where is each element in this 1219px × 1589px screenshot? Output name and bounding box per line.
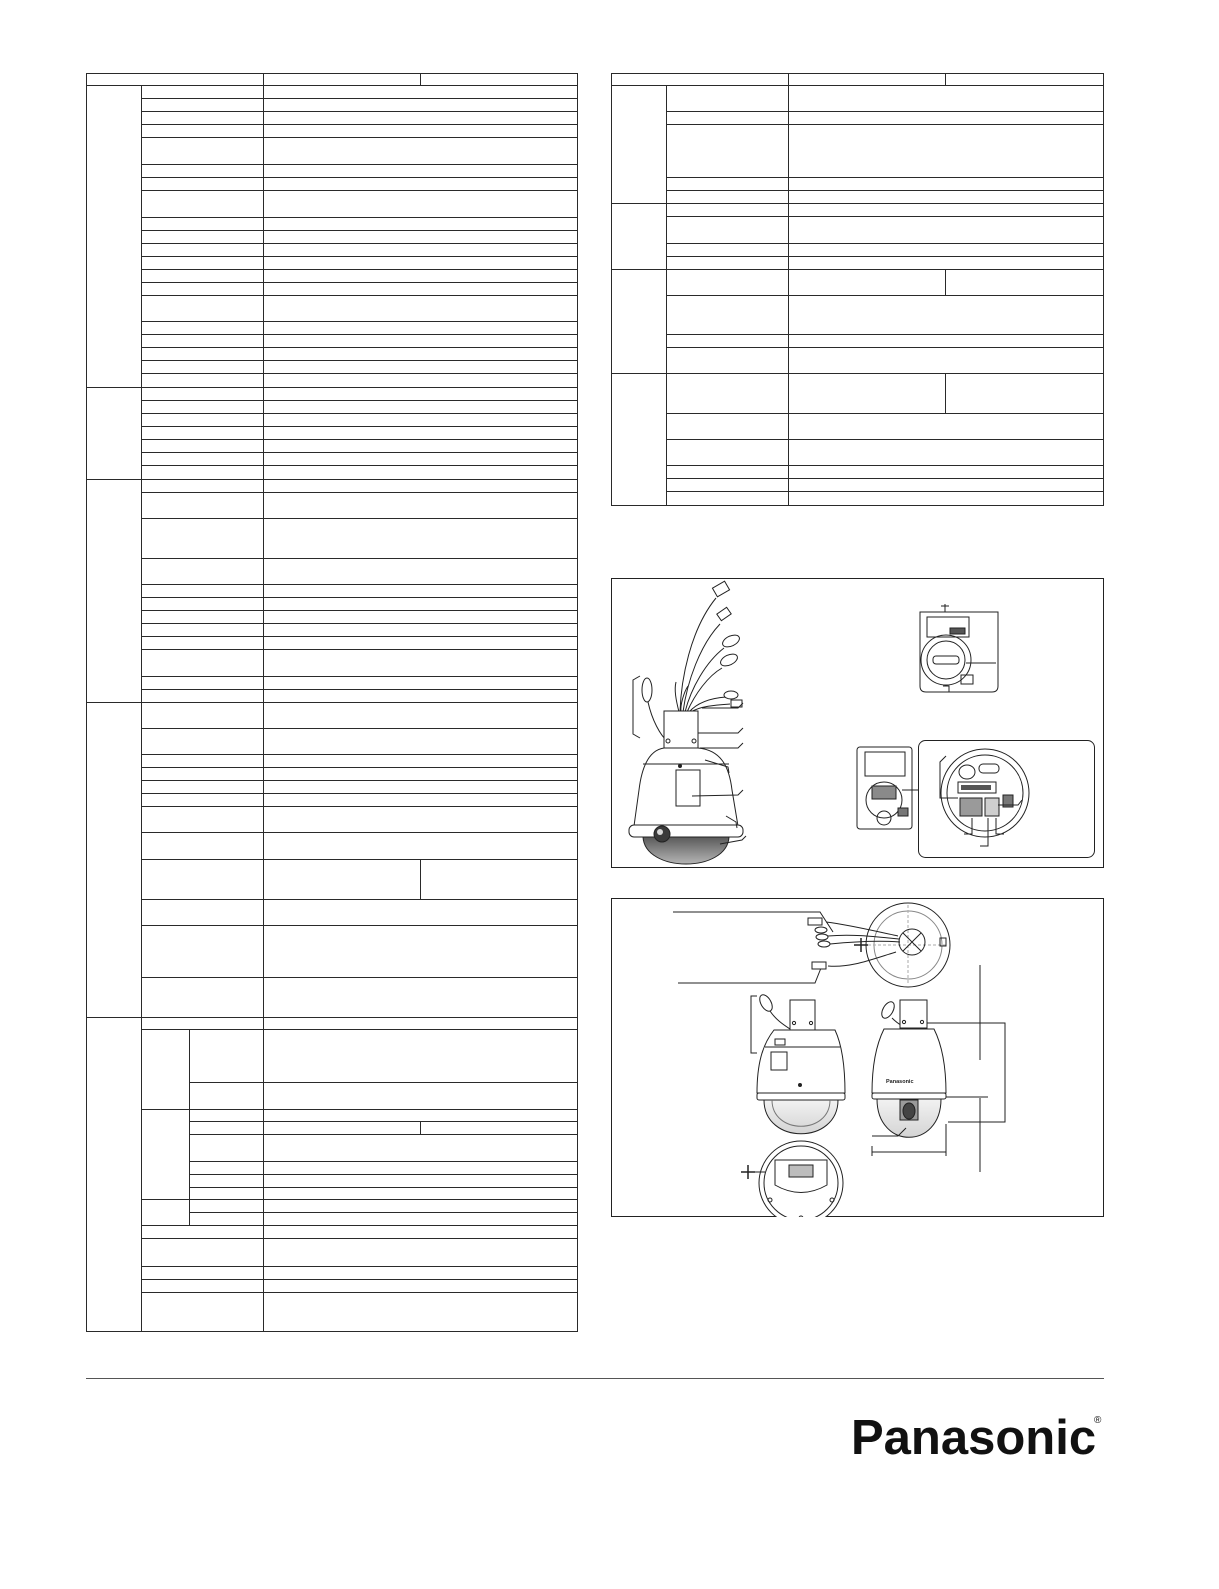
table-group-cell <box>86 703 142 1018</box>
table-header-cell <box>789 73 946 86</box>
table-value-cell <box>264 1030 578 1083</box>
serial-label-marking <box>961 785 991 790</box>
table-value-cell <box>264 1083 578 1110</box>
table-value-cell <box>789 335 1104 348</box>
table-value-cell <box>789 270 946 296</box>
table-value-cell <box>789 191 1104 204</box>
table-value-cell <box>264 1267 578 1280</box>
table-value-cell <box>789 217 1104 244</box>
connector <box>818 941 830 947</box>
label-panel <box>676 770 700 806</box>
table-label-cell <box>142 729 264 755</box>
table-label-cell <box>142 624 264 637</box>
table-value-cell <box>264 257 578 270</box>
table-label-cell <box>142 257 264 270</box>
connector <box>812 962 826 969</box>
table-value-cell <box>264 374 578 388</box>
table-label-cell <box>142 86 264 99</box>
table-label-cell <box>190 1175 264 1188</box>
table-value-cell <box>264 1018 578 1030</box>
table-value-cell <box>264 650 578 677</box>
table-value-cell <box>264 1239 578 1267</box>
table-label-cell <box>142 125 264 138</box>
figure-dimensions <box>611 898 1104 1217</box>
table-value-cell <box>264 585 578 598</box>
table-label-cell <box>142 401 264 414</box>
dip-switch <box>985 798 999 816</box>
dome-ring <box>629 825 743 837</box>
table-label-cell <box>142 637 264 650</box>
table-label-cell <box>142 598 264 611</box>
table-label-cell <box>142 99 264 112</box>
table-label-cell <box>142 755 264 768</box>
table-group-cell <box>86 1018 142 1332</box>
table-value-cell <box>264 559 578 585</box>
dome-ring <box>757 1093 845 1100</box>
marking <box>898 808 908 816</box>
table-value-cell <box>789 204 1104 217</box>
table-value-cell <box>264 1200 578 1213</box>
table-label-cell <box>142 493 264 519</box>
table-value-cell <box>264 794 578 807</box>
screw <box>679 765 682 768</box>
table-value-cell <box>264 335 578 348</box>
table-label-cell <box>142 978 264 1018</box>
table-header-cell <box>264 73 421 86</box>
table-label-cell <box>142 1226 264 1239</box>
table-value-cell <box>264 480 578 493</box>
table-label-cell <box>190 1162 264 1175</box>
table-header-cell <box>86 73 264 86</box>
table-value-cell <box>264 138 578 165</box>
table-label-cell <box>142 559 264 585</box>
table-value-cell <box>789 348 1104 374</box>
slot <box>950 628 965 634</box>
table-label-cell <box>667 479 789 492</box>
table-group-cell <box>611 204 667 270</box>
table-label-cell <box>667 244 789 257</box>
table-label-cell <box>190 1200 264 1213</box>
table-value-cell <box>264 361 578 374</box>
bottom-view-illustration <box>857 747 918 829</box>
table-label-cell <box>142 703 264 729</box>
figure-frame <box>612 899 1104 1217</box>
table-label-cell <box>190 1213 264 1226</box>
table-value-cell <box>264 231 578 244</box>
table-value-cell <box>264 1110 578 1122</box>
table-label-cell <box>667 257 789 270</box>
table-label-cell <box>190 1122 264 1135</box>
spec-table-right <box>611 73 1104 506</box>
table-label-cell <box>667 217 789 244</box>
table-value-cell <box>264 125 578 138</box>
inset-detail <box>919 741 1095 858</box>
table-value-cell <box>264 244 578 257</box>
table-label-cell <box>142 283 264 296</box>
table-label-cell <box>142 244 264 257</box>
table-label-cell <box>142 231 264 244</box>
connector <box>808 918 822 925</box>
table-value-cell <box>264 1122 421 1135</box>
table-label-cell <box>142 218 264 231</box>
table-label-cell <box>142 519 264 559</box>
table-label-cell <box>142 322 264 335</box>
table-value-cell <box>264 807 578 833</box>
table-label-cell <box>667 86 789 112</box>
table-value-cell <box>264 270 578 283</box>
table-value-cell <box>946 374 1104 414</box>
table-label-cell <box>142 361 264 374</box>
table-label-cell <box>142 1018 264 1030</box>
table-value-cell <box>264 296 578 322</box>
table-value-cell <box>264 1162 578 1175</box>
table-value-cell <box>264 637 578 650</box>
table-label-cell <box>667 125 789 178</box>
terminal <box>789 1165 813 1177</box>
table-value-cell <box>264 191 578 218</box>
table-label-cell <box>142 374 264 388</box>
table-label-cell <box>142 1267 264 1280</box>
table-value-cell <box>789 112 1104 125</box>
table-label-cell <box>142 926 264 978</box>
table-value-cell <box>264 348 578 361</box>
table-value-cell <box>789 466 1104 479</box>
table-value-cell <box>264 729 578 755</box>
table-value-cell <box>421 1122 578 1135</box>
table-label-cell <box>667 191 789 204</box>
table-value-cell <box>264 1188 578 1200</box>
table-value-cell <box>264 165 578 178</box>
table-label-cell <box>190 1135 264 1162</box>
table-value-cell <box>264 1280 578 1293</box>
terminal-block <box>960 798 982 816</box>
rear-view-illustration <box>920 604 998 692</box>
table-label-cell <box>667 374 789 414</box>
table-value-cell <box>264 440 578 453</box>
table-label-cell <box>667 112 789 125</box>
table-label-cell <box>190 1083 264 1110</box>
table-label-cell <box>142 348 264 361</box>
table-value-cell <box>264 1175 578 1188</box>
table-label-cell <box>142 414 264 427</box>
table-label-cell <box>667 414 789 440</box>
connector <box>816 934 828 940</box>
connector <box>815 927 827 933</box>
table-label-cell <box>142 650 264 677</box>
table-value-cell <box>264 978 578 1018</box>
table-value-cell <box>789 492 1104 506</box>
table-label-cell <box>667 178 789 191</box>
table-label-cell <box>142 270 264 283</box>
table-value-cell <box>789 125 1104 178</box>
table-label-cell <box>142 138 264 165</box>
footer-divider <box>86 1378 1104 1379</box>
dial-handle <box>933 656 959 664</box>
table-label-cell <box>667 466 789 479</box>
figure-camera-parts <box>611 578 1104 868</box>
table-label-cell <box>667 204 789 217</box>
table-value-cell <box>264 926 578 978</box>
table-value-cell <box>264 322 578 335</box>
table-value-cell <box>264 1293 578 1332</box>
table-group-cell <box>86 388 142 480</box>
table-value-cell <box>264 112 578 125</box>
table-label-cell <box>142 900 264 926</box>
table-label-cell <box>667 492 789 506</box>
table-value-cell <box>264 624 578 637</box>
table-value-cell <box>789 178 1104 191</box>
table-label-cell <box>142 480 264 493</box>
table-label-cell <box>142 440 264 453</box>
table-value-cell <box>789 296 1104 335</box>
table-value-cell <box>264 833 578 860</box>
table-value-cell <box>264 86 578 99</box>
table-label-cell <box>142 112 264 125</box>
table-value-cell <box>264 283 578 296</box>
table-label-cell <box>142 1293 264 1332</box>
table-value-cell <box>264 388 578 401</box>
table-label-cell <box>142 388 264 401</box>
table-value-cell <box>264 703 578 729</box>
table-value-cell <box>789 86 1104 112</box>
table-label-cell <box>142 860 264 900</box>
table-value-cell <box>264 860 421 900</box>
table-label-cell <box>142 585 264 598</box>
table-group-cell <box>86 480 142 703</box>
table-value-cell <box>264 768 578 781</box>
table-value-cell <box>264 900 578 926</box>
table-label-cell <box>142 165 264 178</box>
table-value-cell <box>264 453 578 466</box>
table-value-cell <box>264 755 578 768</box>
table-label-cell <box>667 440 789 466</box>
table-value-cell <box>421 860 578 900</box>
table-label-cell <box>142 611 264 624</box>
table-value-cell <box>264 414 578 427</box>
table-value-cell <box>789 414 1104 440</box>
table-label-cell <box>190 1110 264 1122</box>
table-label-cell <box>142 466 264 480</box>
lens <box>903 1103 915 1119</box>
table-label-cell <box>142 296 264 322</box>
table-header-cell <box>421 73 578 86</box>
table-label-cell <box>142 690 264 703</box>
table-value-cell <box>789 440 1104 466</box>
lens-highlight <box>657 829 663 835</box>
table-value-cell <box>946 270 1104 296</box>
table-value-cell <box>264 1226 578 1239</box>
table-label-cell <box>142 427 264 440</box>
dome-ring <box>872 1093 946 1099</box>
table-value-cell <box>789 257 1104 270</box>
table-value-cell <box>789 374 946 414</box>
table-label-cell <box>142 1239 264 1267</box>
table-label-cell <box>142 335 264 348</box>
table-group-cell <box>86 86 142 388</box>
spec-table-left <box>86 73 578 1332</box>
mount-adapter <box>790 1000 815 1030</box>
table-group-cell <box>611 270 667 374</box>
table-value-cell <box>264 493 578 519</box>
table-value-cell <box>789 479 1104 492</box>
table-value-cell <box>264 178 578 191</box>
table-subgroup-cell <box>142 1110 190 1200</box>
screw <box>799 1084 802 1087</box>
table-label-cell <box>142 677 264 690</box>
table-label-cell <box>142 178 264 191</box>
brand-logo: Panasonic <box>851 1411 1097 1465</box>
table-value-cell <box>264 1213 578 1226</box>
table-subgroup-cell <box>142 1200 190 1226</box>
table-value-cell <box>264 519 578 559</box>
table-label-cell <box>667 335 789 348</box>
table-value-cell <box>264 466 578 480</box>
table-value-cell <box>264 611 578 624</box>
table-label-cell <box>667 296 789 335</box>
table-label-cell <box>142 191 264 218</box>
table-label-cell <box>667 270 789 296</box>
table-group-cell <box>611 374 667 506</box>
table-value-cell <box>264 781 578 794</box>
table-value-cell <box>264 401 578 414</box>
table-label-cell <box>142 781 264 794</box>
table-label-cell <box>190 1188 264 1200</box>
table-value-cell <box>264 218 578 231</box>
table-label-cell <box>142 807 264 833</box>
table-header-cell <box>946 73 1104 86</box>
table-label-cell <box>667 348 789 374</box>
table-value-cell <box>264 598 578 611</box>
table-header-cell <box>611 73 789 86</box>
table-label-cell <box>142 794 264 807</box>
table-label-cell <box>190 1030 264 1083</box>
table-label-cell <box>142 768 264 781</box>
power-plug <box>724 691 738 699</box>
table-value-cell <box>789 244 1104 257</box>
table-group-cell <box>611 86 667 204</box>
table-label-cell <box>142 833 264 860</box>
table-value-cell <box>264 427 578 440</box>
table-label-cell <box>142 453 264 466</box>
table-value-cell <box>264 1135 578 1162</box>
terminal-block <box>872 786 896 799</box>
table-value-cell <box>264 690 578 703</box>
table-value-cell <box>264 677 578 690</box>
table-value-cell <box>264 99 578 112</box>
registered-mark: ® <box>1094 1415 1102 1426</box>
table-label-cell <box>142 1280 264 1293</box>
camera-brand-label: Panasonic <box>886 1079 914 1085</box>
table-subgroup-cell <box>142 1030 190 1110</box>
